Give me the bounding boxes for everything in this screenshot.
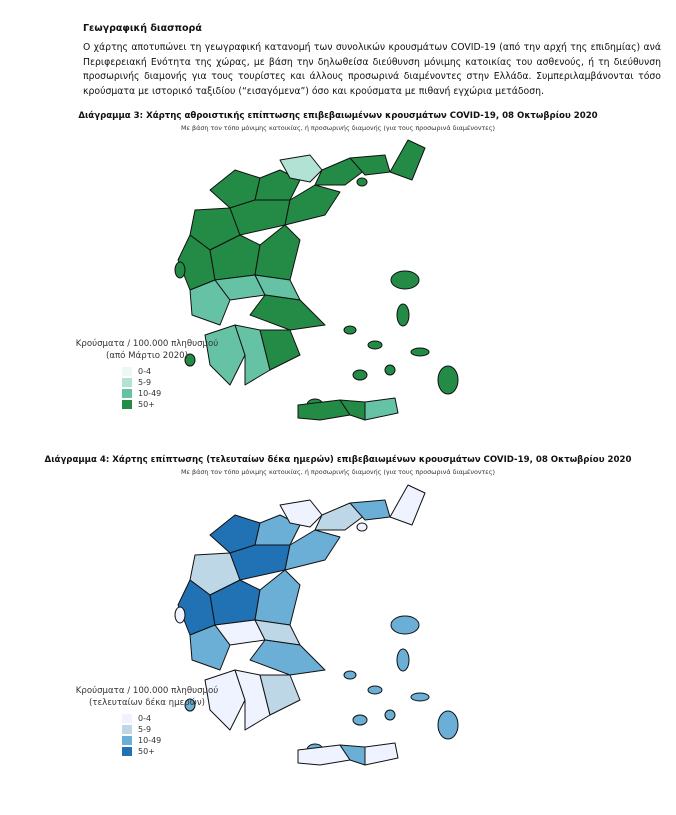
map-island (353, 370, 367, 380)
legend-label: 5-9 (138, 725, 152, 734)
legend-title-line2: (τελευταίων δέκα ημερών) (88, 698, 206, 708)
figure-4-subtitle: Με βάση τον τόπο μόνιμης κατοικίας, ή προσωρινής διαμονής (για τους προσωρινά διαμένοντες) (181, 468, 495, 476)
legend-figure-3 (72, 338, 222, 410)
map-region (255, 225, 300, 280)
legend-label: 10-49 (138, 389, 162, 398)
legend-title-line1: Κρούσματα / 100.000 πληθυσμού (75, 686, 219, 696)
section-heading: Γεωγραφική διασπορά (83, 23, 202, 34)
legend-item (122, 746, 222, 757)
map-island (365, 743, 398, 765)
map-island (397, 649, 409, 671)
figure-3-subtitle: Με βάση τον τόπο μόνιμης κατοικίας, ή προσωρινής διαμονής (για τους προσωρινά διαμένοντες) (181, 124, 495, 132)
legend-item (122, 399, 222, 410)
legend-label: 0-4 (138, 367, 152, 376)
legend-label: 50+ (138, 400, 155, 409)
map-island (344, 326, 356, 334)
map-island (175, 607, 185, 623)
legend-label: 10-49 (138, 736, 162, 745)
legend-swatch (122, 378, 132, 387)
map-region (390, 485, 425, 525)
map-region (250, 640, 325, 675)
legend-swatch (122, 389, 132, 398)
legend-item (122, 713, 222, 724)
legend-swatch (122, 400, 132, 409)
legend-swatch (122, 367, 132, 376)
map-island (385, 710, 395, 720)
legend-item (122, 377, 222, 388)
legend-swatch (122, 725, 132, 734)
map-island (411, 693, 429, 701)
legend-item (122, 366, 222, 377)
map-island (368, 686, 382, 694)
legend-title-line2: (από Μάρτιο 2020) (105, 351, 188, 361)
map-island (353, 715, 367, 725)
map-island (344, 671, 356, 679)
legend-swatch (122, 714, 132, 723)
figure-4-title: Διάγραμμα 4: Χάρτης επίπτωσης (τελευταίων δέκα ημερών) επιβεβαιωμένων κρουσμάτων COVID-19, 08 Οκτωβρίου 2020 (44, 455, 632, 465)
map-island (391, 616, 419, 634)
map-island (368, 341, 382, 349)
map-region (255, 275, 300, 300)
legend-figure-4 (72, 685, 222, 757)
legend-item (122, 724, 222, 735)
legend-title-line1: Κρούσματα / 100.000 πληθυσμού (75, 339, 219, 349)
map-region (390, 140, 425, 180)
legend-item (122, 735, 222, 746)
legend-label: 50+ (138, 747, 155, 756)
legend-swatch (122, 736, 132, 745)
section-paragraph: Ο χάρτης αποτυπώνει τη γεωγραφική κατανομή των συνολικών κρουσμάτων COVID-19 (από την αρχή της επιδημίας) ανά Περιφερειακή Ενότητα της χώρας, με βάση την δηλωθείσα διεύθυνση μόνιμης κατοικίας του ασθενούς, ή τη διεύθυνση προσωρινής διαμονής για τους τουρίστες και άλλους προσωρινά διαμένοντες στην Ελλάδα. Συμπεριλαμβάνονται τόσο κρούσματα με ιστορικό ταξιδίου (“εισαγόμενα”) όσο και κρούσματα με πιθανή εγχώρια μετάδοση. (83, 42, 661, 97)
legend-label: 5-9 (138, 378, 152, 387)
legend-label: 0-4 (138, 714, 152, 723)
map-island (411, 348, 429, 356)
map-island (397, 304, 409, 326)
figure-3-title: Διάγραμμα 3: Χάρτης αθροιστικής επίπτωσης επιβεβαιωμένων κρουσμάτων COVID-19, 08 Οκτωβρίου 2020 (78, 111, 598, 121)
map-region (255, 620, 300, 645)
map-island (357, 178, 367, 186)
map-island (175, 262, 185, 278)
map-island (391, 271, 419, 289)
map-island (438, 366, 458, 394)
map-island (365, 398, 398, 420)
legend-swatch (122, 747, 132, 756)
map-island (357, 523, 367, 531)
legend-item (122, 388, 222, 399)
map-region (255, 570, 300, 625)
map-island (438, 711, 458, 739)
map-island (385, 365, 395, 375)
map-region (250, 295, 325, 330)
